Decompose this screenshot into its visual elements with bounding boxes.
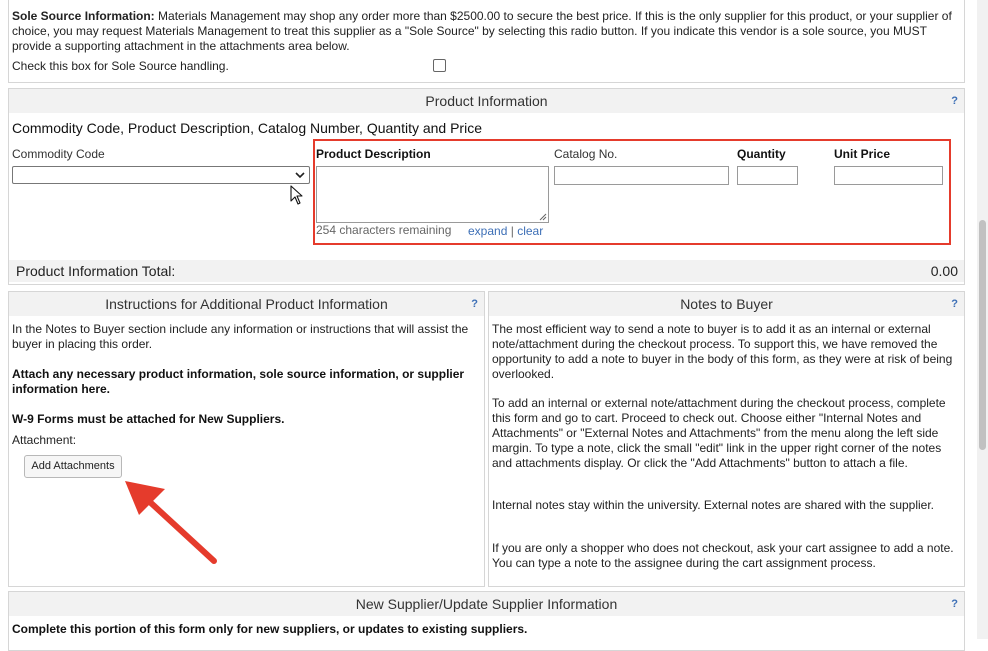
clear-link[interactable]: clear <box>517 224 544 238</box>
notes-to-buyer-header <box>489 292 964 316</box>
link-separator: | <box>510 224 514 238</box>
instructions-header <box>9 292 484 316</box>
notes-paragraph-4: If you are only a shopper who does not checkout, ask your cart assignee to add a note. You can type a note to the assignee during the cart assignment process. <box>492 541 954 570</box>
catalog-number-input[interactable] <box>554 166 729 185</box>
product-total-label: Product Information Total: <box>16 263 176 279</box>
sole-source-heading: Sole Source Information: <box>12 9 155 23</box>
product-information-title: Product Information <box>425 93 548 109</box>
expand-link[interactable]: expand <box>468 224 508 238</box>
instructions-paragraph-1: In the Notes to Buyer section include any information or instructions that will assist the buyer in placing this order. <box>12 322 469 351</box>
product-description-label: Product Description <box>316 147 431 161</box>
notes-to-buyer-title: Notes to Buyer <box>680 296 773 312</box>
product-information-help-icon[interactable]: ? <box>951 95 958 107</box>
notes-to-buyer-section <box>488 291 965 587</box>
quantity-input[interactable] <box>737 166 798 185</box>
instructions-help-icon[interactable]: ? <box>471 298 478 310</box>
notes-paragraph-3: Internal notes stay within the university. External notes are shared with the supplier. <box>492 498 935 512</box>
instructions-title: Instructions for Additional Product Information <box>105 296 388 312</box>
new-supplier-intro: Complete this portion of this form only for new suppliers, or updates to existing suppliers. <box>12 622 528 636</box>
add-attachments-button[interactable]: Add Attachments <box>24 455 122 478</box>
instructions-paragraph-3: W-9 Forms must be attached for New Suppliers. <box>12 412 285 426</box>
notes-to-buyer-help-icon[interactable]: ? <box>951 298 958 310</box>
notes-paragraph-1: The most efficient way to send a note to buyer is to add it as an internal or external note/attachment during the checkout process. To support this, we have removed the opportunity to add a note to buyer in the body of this form, as they were at risk of being overlooked. <box>492 322 953 381</box>
chevron-down-icon <box>295 172 305 179</box>
mouse-pointer-icon <box>290 185 304 205</box>
new-supplier-title: New Supplier/Update Supplier Information <box>355 596 618 612</box>
description-actions <box>468 224 543 238</box>
product-description-textarea[interactable] <box>316 166 549 223</box>
unit-price-label: Unit Price <box>834 147 891 161</box>
sole-source-checkbox-label: Check this box for Sole Source handling. <box>12 59 229 73</box>
product-total-row <box>9 260 964 282</box>
sole-source-text <box>12 9 962 54</box>
sole-source-section <box>8 0 965 83</box>
characters-remaining: 254 characters remaining <box>316 223 452 237</box>
sole-source-checkbox[interactable] <box>433 59 446 72</box>
instructions-section <box>8 291 485 587</box>
sole-source-body: Materials Management may shop any order more than $2500.00 to secure the best price. If this is the only supplier for this product, or your supplier of choice, you may request Materials Management to treat this supplier as a "Sole Source" by selecting this radio button. If you indicate this vendor is a sole source, you MUST provide a supporting attachment in the attachments area below. <box>12 9 952 53</box>
product-total-value: 0.00 <box>930 263 958 279</box>
commodity-code-select[interactable] <box>12 166 310 184</box>
pointer-arrow-icon <box>117 475 237 575</box>
catalog-number-label: Catalog No. <box>554 147 618 161</box>
new-supplier-help-icon[interactable]: ? <box>951 598 958 610</box>
product-information-header <box>9 89 964 113</box>
attachment-label: Attachment: <box>12 433 77 447</box>
product-information-subheading: Commodity Code, Product Description, Catalog Number, Quantity and Price <box>12 120 482 136</box>
new-supplier-header <box>9 592 964 616</box>
resize-handle-icon[interactable] <box>539 213 547 221</box>
quantity-label: Quantity <box>737 147 786 161</box>
new-supplier-section <box>8 591 965 651</box>
commodity-code-label: Commodity Code <box>12 147 105 161</box>
instructions-paragraph-2: Attach any necessary product information, sole source information, or supplier information here. <box>12 367 465 396</box>
product-information-section <box>8 88 965 285</box>
unit-price-input[interactable] <box>834 166 943 185</box>
notes-paragraph-2: To add an internal or external note/attachment during the checkout process, complete this form and go to cart. Proceed to check out. Choose either "Internal Notes and Attachments" or "External Notes and Attachments" from the menu along the left side margin. To type a note, click the small "edit" link in the upper right corner of the notes and attachments display. Or click the "Add Attachments" button to attach a file. <box>492 396 946 470</box>
scrollbar-thumb[interactable] <box>979 220 986 450</box>
page-scrollbar[interactable] <box>977 0 988 639</box>
